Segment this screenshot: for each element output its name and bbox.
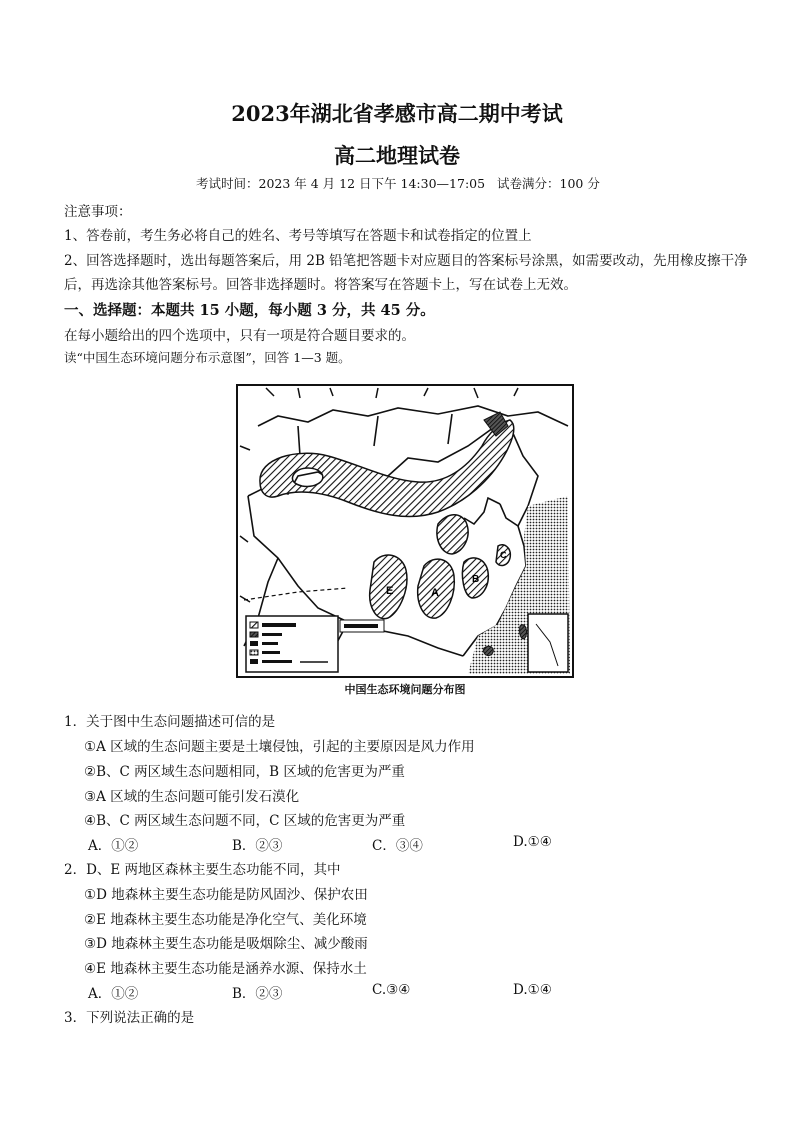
q1-option-b[interactable]: B．②③ [232, 838, 283, 854]
q1-statement-2: ②B、C 两区域生态问题相同，B 区域的危害更为严重 [84, 764, 405, 780]
label-b: B [472, 574, 480, 585]
notice-item-1: 1、答卷前，考生务必将自己的姓名、考号等填写在答题卡和试卷指定的位置上 [64, 228, 532, 244]
read-prompt: 读“中国生态环境问题分布示意图”，回答 1—3 题。 [64, 350, 351, 365]
q1-statement-3: ③A 区域的生态问题可能引发石漠化 [84, 789, 300, 805]
exam-time: 考试时间：2023 年 4 月 12 日下午 14:30—17:05 [196, 176, 486, 191]
notice-heading: 注意事项： [64, 204, 132, 220]
q1-option-d[interactable]: D.①④ [513, 834, 552, 850]
notice-item-2: 2、回答选择题时，选出每题答案后，用 2B 铅笔把答题卡对应题目的答案标号涂黑，如需要改动，先用橡皮擦干净 [64, 253, 748, 269]
label-a: A [431, 587, 439, 599]
map-dashed-boundary [244, 588, 348, 600]
q1-statement-1: ①A 区域的生态问题主要是土壤侵蚀，引起的主要原因是风力作用 [84, 739, 475, 755]
q1-stem: 1．关于图中生态问题描述可信的是 [64, 714, 276, 730]
exam-subtitle: 高二地理试卷 [334, 143, 460, 168]
q2-stem: 2．D、E 两地区森林主要生态功能不同，其中 [64, 862, 341, 878]
map-drawing [238, 386, 572, 676]
south-sea-inset [528, 614, 568, 672]
map-legend [246, 616, 338, 672]
q1-option-c[interactable]: C．③④ [372, 838, 423, 854]
q2-option-d[interactable]: D.①④ [513, 982, 552, 998]
q1-statement-4: ④B、C 两区域生态问题不同，C 区域的危害更为严重 [84, 813, 406, 829]
q2-option-b[interactable]: B．②③ [232, 986, 283, 1002]
china-eco-map [236, 384, 574, 678]
notice-item-2-cont: 后，再选涂其他答案标号。回答非选择题时。将答案写在答题卡上，写在试卷上无效。 [64, 277, 577, 293]
q2-statement-2: ②E 地森林主要生态功能是净化空气、美化环境 [84, 912, 367, 928]
section-heading: 一、选择题：本题共 15 小题，每小题 3 分，共 45 分。 [64, 302, 435, 319]
q3-stem: 3．下列说法正确的是 [64, 1010, 195, 1026]
q2-statement-3: ③D 地森林主要生态功能是吸烟除尘、减少酸雨 [84, 936, 368, 952]
q2-option-c[interactable]: C.③④ [372, 982, 411, 998]
loess-area [437, 515, 468, 554]
full-score: 试卷满分：100 分 [497, 176, 600, 191]
q2-statement-4: ④E 地森林主要生态功能是涵养水源、保持水土 [84, 961, 367, 977]
q1-option-a[interactable]: A．①② [88, 838, 139, 854]
q2-statement-1: ①D 地森林主要生态功能是防风固沙、保护农田 [84, 887, 368, 903]
label-e: E [386, 585, 394, 597]
map-caption: 中国生态环境问题分布图 [344, 684, 466, 696]
q2-option-a[interactable]: A．①② [88, 986, 139, 1002]
section-instruction: 在每小题给出的四个选项中，只有一项是符合题目要求的。 [64, 328, 415, 344]
label-c: C [500, 550, 507, 560]
exam-title: 2023年湖北省孝感市高二期中考试 [231, 101, 563, 126]
